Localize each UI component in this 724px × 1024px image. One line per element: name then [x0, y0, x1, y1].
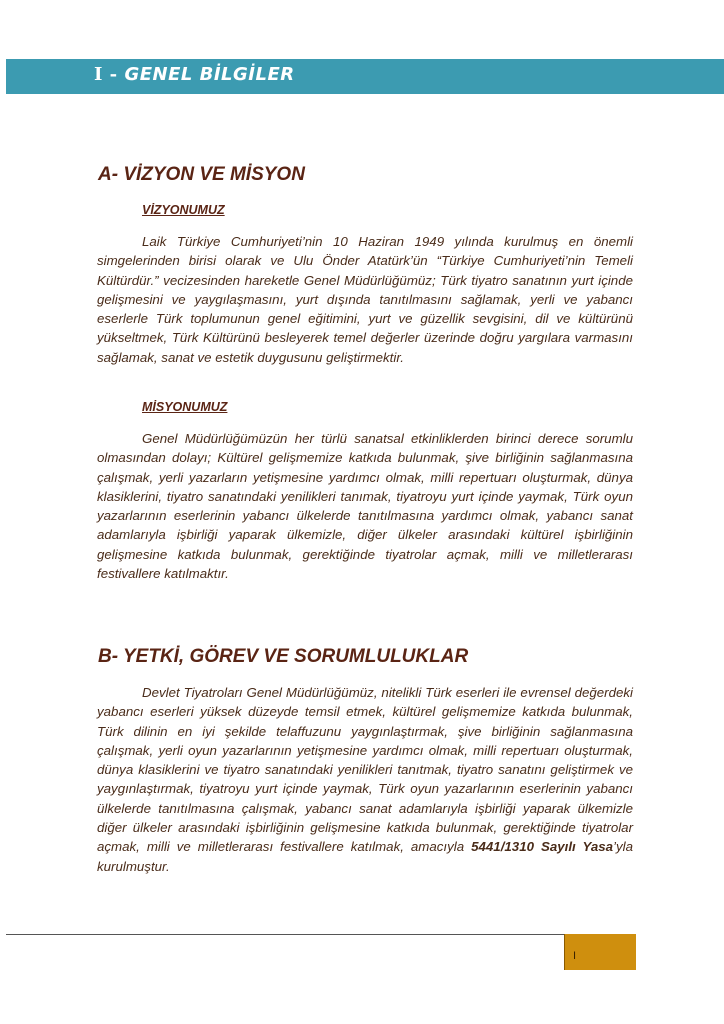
duties-paragraph: [97, 683, 633, 876]
vision-label: VİZYONUMUZ: [142, 203, 225, 217]
page-number: I: [573, 950, 577, 962]
heading-vizyon-misyon: A- VİZYON VE MİSYON: [98, 164, 305, 185]
mission-label: MİSYONUMUZ: [142, 400, 228, 414]
page-number-box: [564, 934, 636, 970]
section-title: [94, 64, 295, 85]
law-reference: 5441/1310 Sayılı Yasa: [471, 839, 614, 855]
duties-text-end: ’yla kurulmuştur.: [97, 839, 633, 874]
mission-paragraph: Genel Müdürlüğümüzün her türlü sanatsal etkinliklerden birinci derece sorumlu olmasından dolayı; Kültürel gelişmemize katkıda bulunmak, şive birliğinin sağlanmasına çalışmak, yerli yazarların yetişmesine yardımcı olmak, milli repertuarı oluşturmak, dünya klasiklerini, tiyatro sanatındaki yenilikleri tanımak, tiyatroyu yurt içinde yaymak, Türk oyun yazarlarının eserlerinin yabancı ülkelerde tanıtılmasına yardımcı olmak, yabancı sanat adamlarıyla işbirliği yaparak ülkemizle, diğer ülkeler arasındaki kültürel işbirliğinin gelişmesine katkıda bulunmak, gerektiğinde tiyatrolar açmak, milli ve milletlerarası festivallere katılmaktır.: [97, 431, 633, 582]
section-title-text: GENEL BİLGİLER: [124, 64, 295, 85]
duties-text: Devlet Tiyatroları Genel Müdürlüğümüz, nitelikli Türk eserleri ile evrensel değerdeki yabancı eserleri yüksek düzeyde temsil etmek, kültürel gelişmemize katkıda bulunmak, Türk dilinin en iyi şekilde telaffuzunu yaygınlaştırmak, şive birliğinin sağlanmasına çalışmak, yerli oyun yazarlarının yetişmesine yardımcı olmak, milli repertuarı oluşturmak, dünya klasiklerini ve tiyatro sanatındaki yenilikleri tanıtmak, tiyatro sanatını geliştirmek ve yaygınlaştırmak, tiyatroyu yurt içinde yaymak, Türk oyun yazarlarının eserlerinin yabancı ülkelerde tanıtılmasına çalışmak, yabancı sanat adamlarıyla işbirliği yaparak ülkemizle diğer ülkeler arasındaki işbirliğinin gelişmesine katkıda bulunmak, gerektiğinde tiyatrolar açmak, milli ve milletlerarası festivallere katılmak, amacıyla: [97, 685, 633, 855]
section-roman-numeral: I -: [94, 64, 118, 85]
vision-paragraph: Laik Türkiye Cumhuriyeti’nin 10 Haziran 1949 yılında kurulmuş en önemli simgelerinden birisi olarak ve Ulu Önder Atatürk’ün “Türkiye Cumhuriyeti’nin Temeli Kültürdür.” vecizesinden hareketle Genel Müdürlüğümüz; Türk tiyatro sanatının yurt içinde gelişmesini ve yaygılaşmasını, yurt dışında tanıtılmasını sağlamak, yerli ve yabancı eserlerle Türk toplumunun genel eğitimini, yurt ve güzellik sevgisini, dil ve kültürünü yükseltmek, Türk Kültürünü besleyerek temel değerler üzerinde doğru yargılara varmasını sağlamak, sanat ve estetik duygusunu geliştirmektir.: [97, 234, 633, 365]
section-header-bar: [6, 59, 724, 94]
footer-divider: [6, 934, 564, 935]
heading-yetki-gorev: B- YETKİ, GÖREV VE SORUMLULUKLAR: [98, 646, 469, 667]
